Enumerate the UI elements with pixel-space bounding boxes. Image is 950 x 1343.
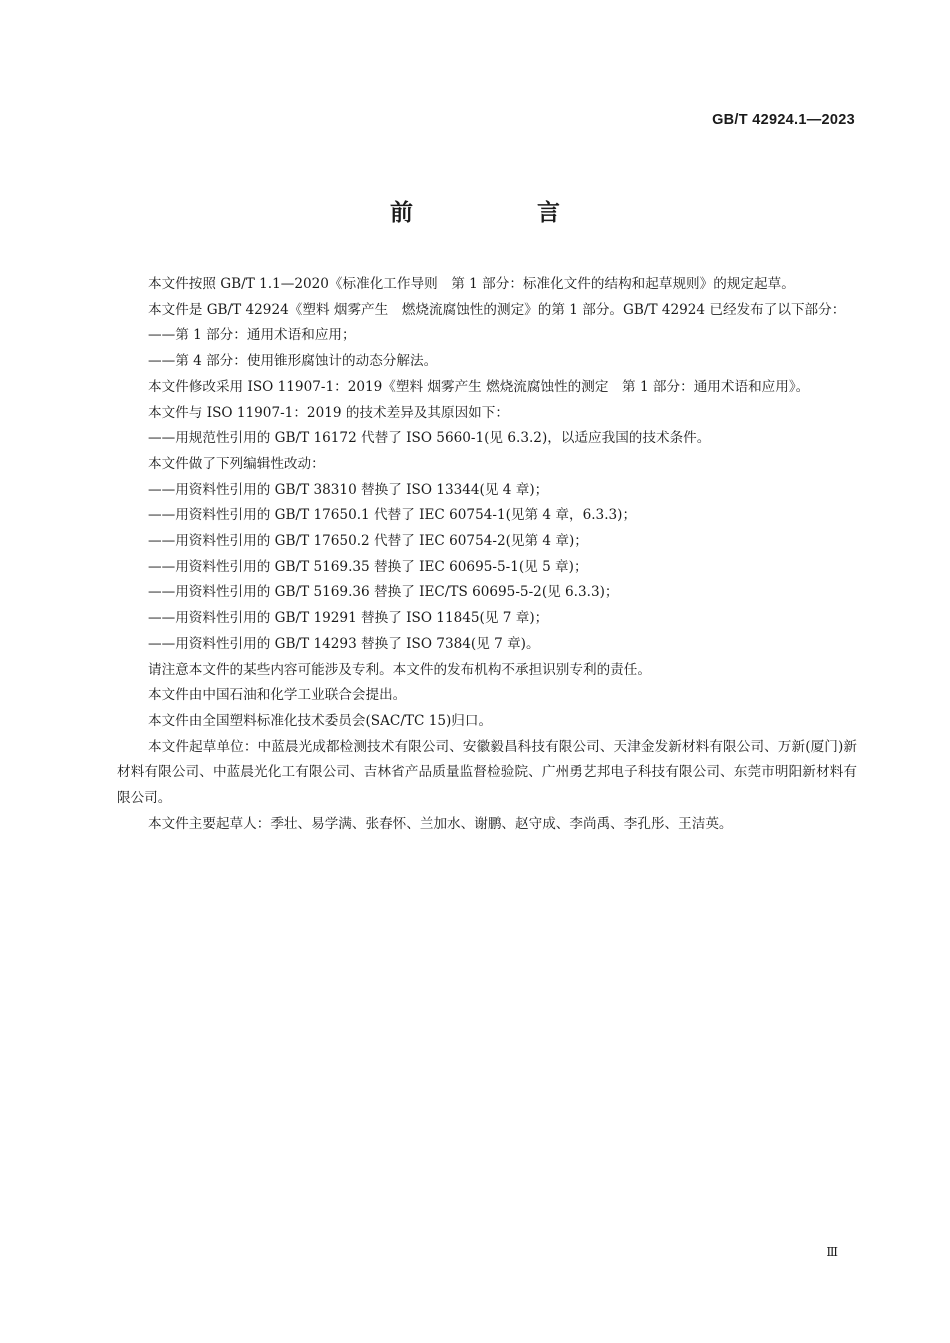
list-item: ——第 4 部分：使用锥形腐蚀计的动态分解法。 xyxy=(148,353,438,370)
paragraph: 本文件由中国石油和化学工业联合会提出。 xyxy=(148,687,407,704)
document-body xyxy=(117,272,857,837)
list-item: ——用资料性引用的 GB/T 38310 替换了 ISO 13344(见 4 章)； xyxy=(148,481,549,498)
paragraph: 本文件按照 GB/T 1.1—2020《标准化工作导则 第 1 部分：标准化文件的结构和起草规则》的规定起草。 xyxy=(148,276,795,292)
paragraph: 本文件是 GB/T 42924《塑料 烟雾产生 燃烧流腐蚀性的测定》的第 1 部分。GB/T 42924 已经发布了以下部分： xyxy=(148,301,846,318)
list-item: ——用资料性引用的 GB/T 5169.36 替换了 IEC/TS 60695-5-2(见 6.3.3)； xyxy=(148,584,619,601)
paragraph: 本文件做了下列编辑性改动： xyxy=(148,455,325,472)
list-item: ——用资料性引用的 GB/T 19291 替换了 ISO 11845(见 7 章)； xyxy=(148,610,549,627)
paragraph: 本文件修改采用 ISO 11907-1：2019《塑料 烟雾产生 燃烧流腐蚀性的测定 第 1 部分：通用术语和应用》。 xyxy=(148,378,810,395)
list-item: ——第 1 部分：通用术语和应用； xyxy=(148,327,356,344)
list-item: ——用资料性引用的 GB/T 17650.2 代替了 IEC 60754-2(见第 4 章)； xyxy=(148,533,588,550)
list-item: ——用资料性引用的 GB/T 17650.1 代替了 IEC 60754-1(见第 4 章，6.3.3)； xyxy=(148,507,637,524)
list-item: ——用资料性引用的 GB/T 14293 替换了 ISO 7384(见 7 章)。 xyxy=(148,635,540,652)
page-title: 前 言 xyxy=(389,200,618,226)
paragraph: 本文件与 ISO 11907-1：2019 的技术差异及其原因如下： xyxy=(148,404,509,421)
paragraph: 本文件起草单位：中蓝晨光成都检测技术有限公司、安徽毅昌科技有限公司、天津金发新材料有限公司、万新(厦门)新材料有限公司、中蓝晨光化工有限公司、吉林省产品质量监督检验院、广州勇艺邦电子科技有限公司、东莞市明阳新材料有限公司。 xyxy=(117,738,857,807)
paragraph: 请注意本文件的某些内容可能涉及专利。本文件的发布机构不承担识别专利的责任。 xyxy=(148,661,651,678)
list-item: ——用资料性引用的 GB/T 5169.35 替换了 IEC 60695-5-1(见 5 章)； xyxy=(148,558,588,575)
list-item: ——用规范性引用的 GB/T 16172 代替了 ISO 5660-1(见 6.3.2)，以适应我国的技术条件。 xyxy=(148,430,711,447)
standard-code: GB/T 42924.1—2023 xyxy=(712,112,855,128)
paragraph: 本文件主要起草人：季壮、易学满、张春怀、兰加水、谢鹏、赵守成、李尚禹、李孔彤、王洁英。 xyxy=(148,815,733,832)
paragraph: 本文件由全国塑料标准化技术委员会(SAC/TC 15)归口。 xyxy=(148,712,493,729)
page-number: Ⅲ xyxy=(826,1245,838,1259)
